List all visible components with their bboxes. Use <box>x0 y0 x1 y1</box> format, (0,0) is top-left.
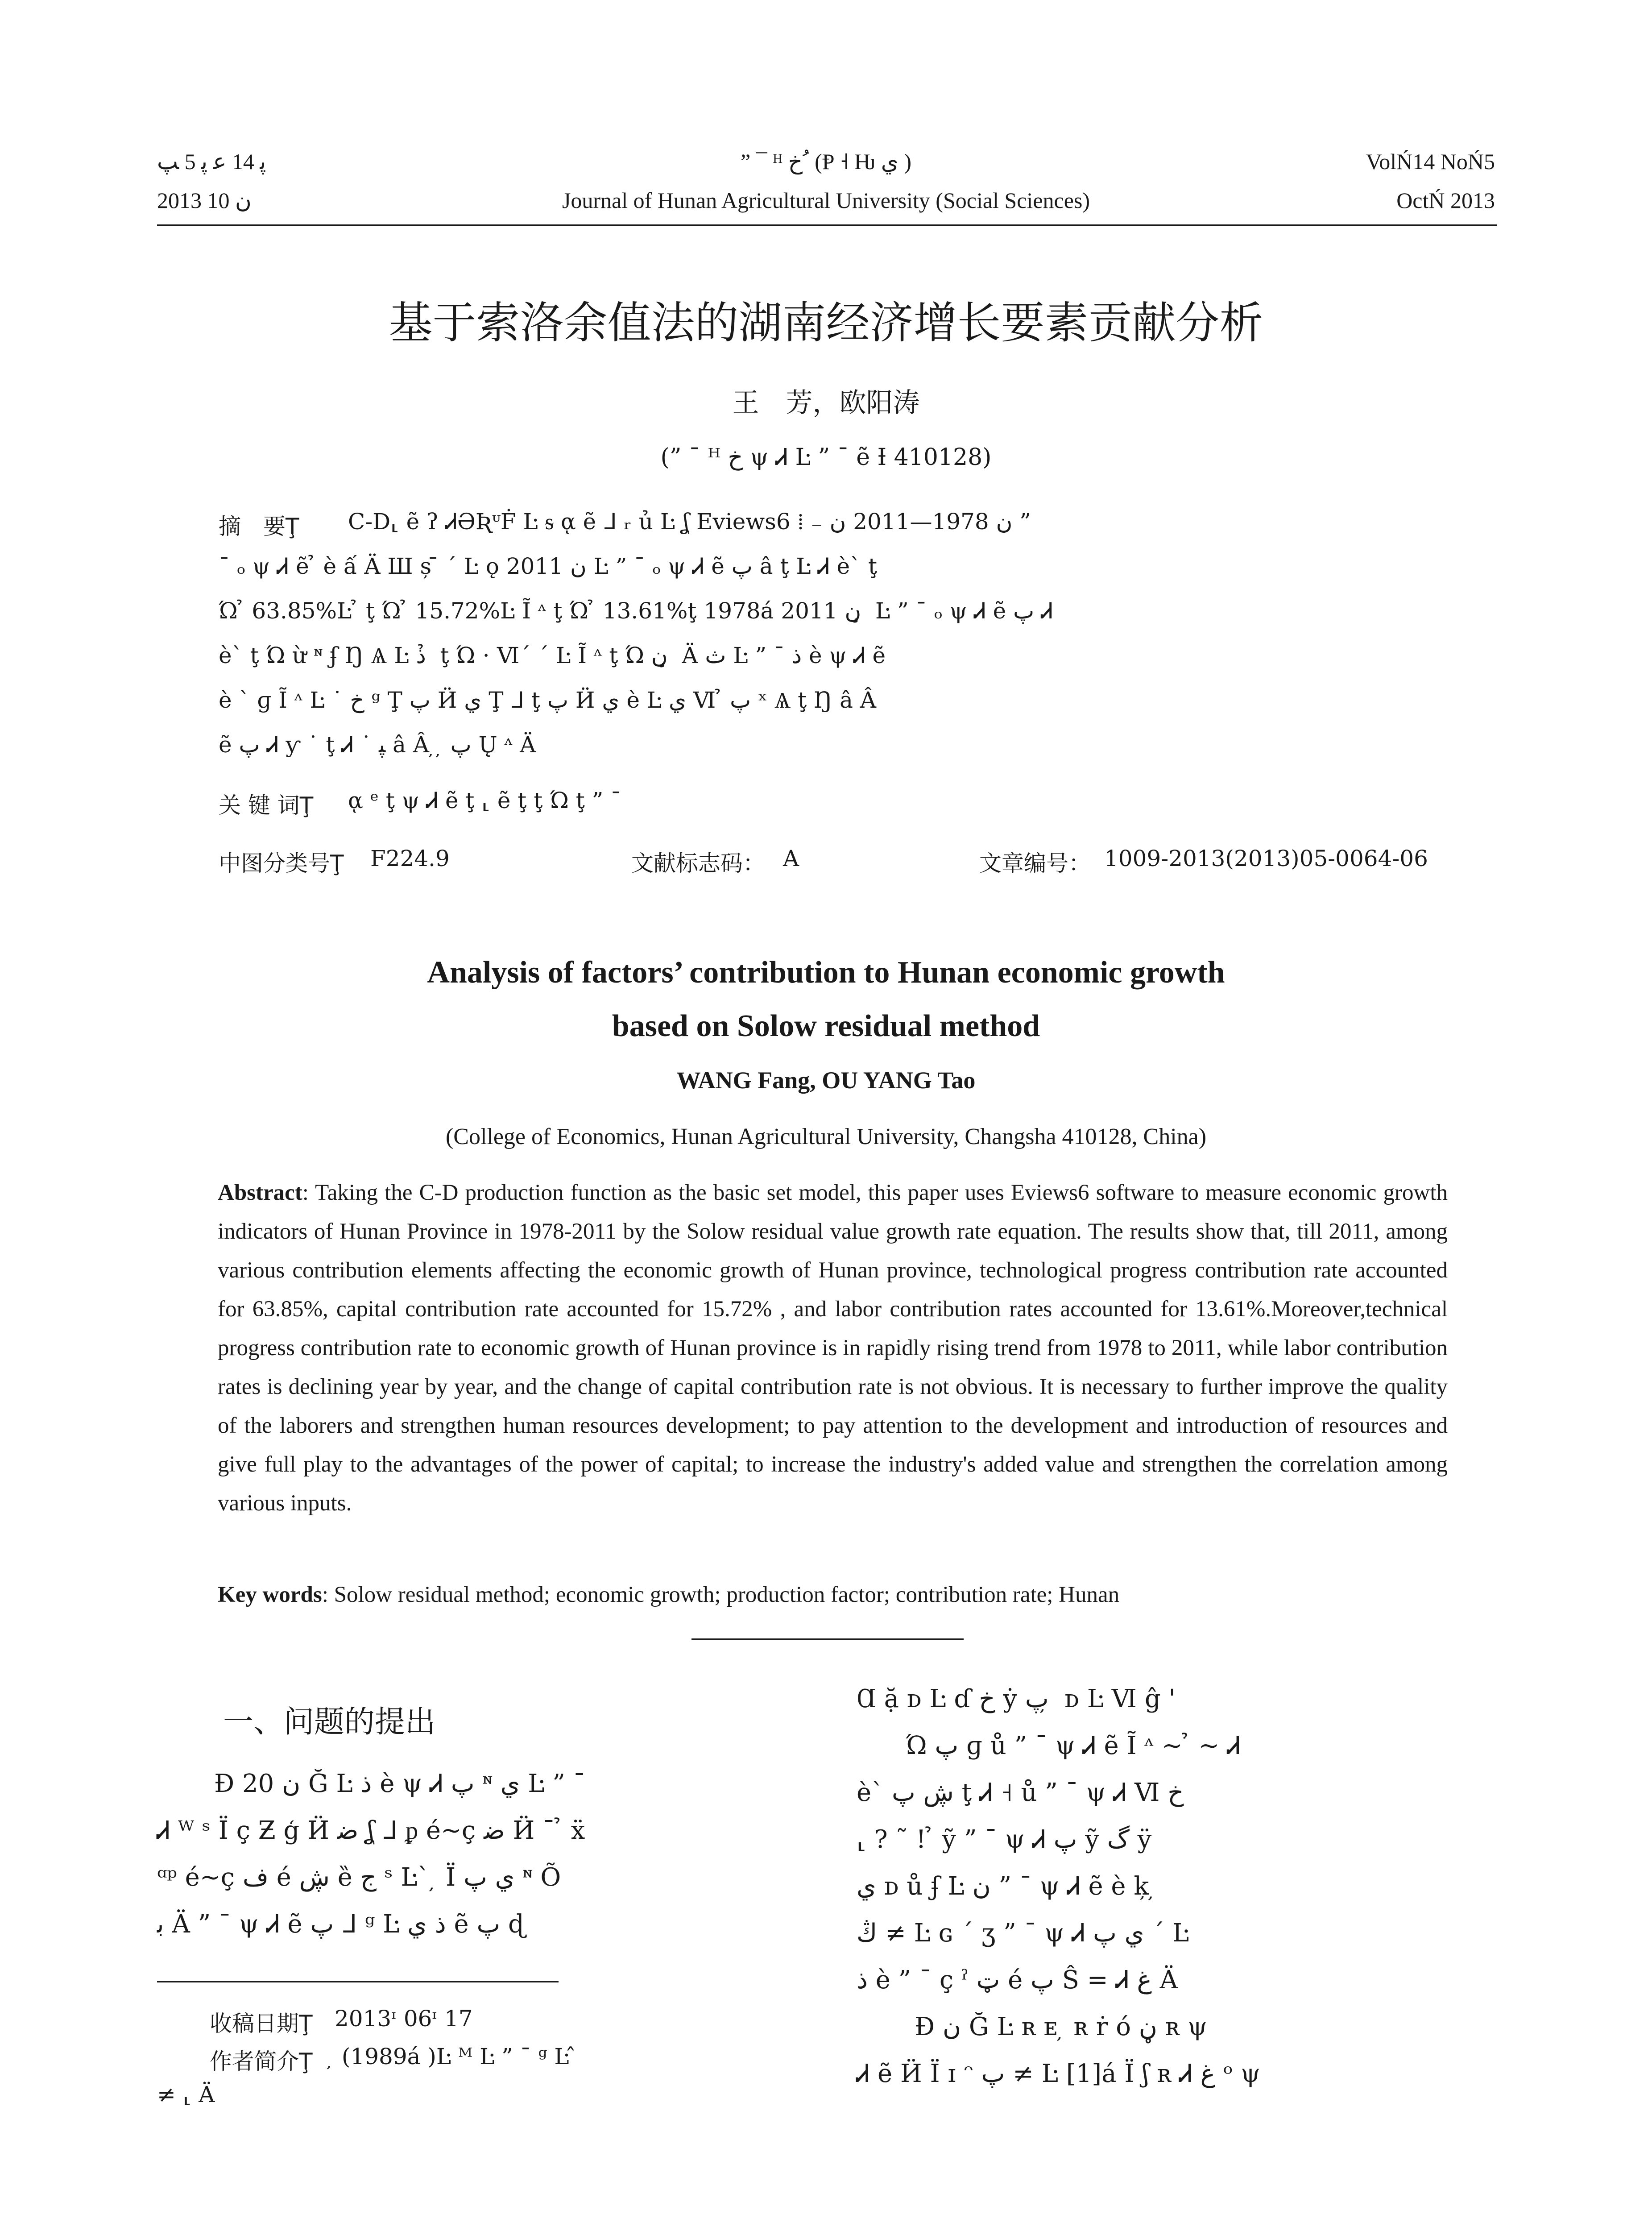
body-line-left: Ꮧ ᵂ ˢ Ï ç Ƶ ģ Ӥ ﺿ ʆ ᒧ ᵱ é~ç ﺿ Ӥ ¯ ̉ ẍ <box>157 1816 585 1845</box>
journal-name-en: Journal of Hunan Agricultural University (Social Sciences) <box>562 188 1090 213</box>
body-line-right: Ώ پ ɡ ů ” ¯ ψ Ꮧ ẽ Ĩ ᶺ ~ ̉ ~ Ꮧ <box>906 1731 1241 1760</box>
doc-code-label: 文献标志码： <box>631 850 765 876</box>
clc-value: F224.9 <box>370 846 450 871</box>
section-heading: 一、问题的提出 <box>223 1704 436 1740</box>
abstract-cn-line: è ` ɡ Ĩ ᶺ Ŀ ˙ خ ᵍ Ţ پ Ӥ ي Ţ ᒧ ţ پ Ӥ ي è Ŀ ي Ⅵ ̉ پ ˣ Ѧ ţ Ŋ â Â <box>219 687 876 713</box>
authors-cn: 王 芳，欧阳涛 <box>732 387 920 419</box>
body-line-right: Ɖ ﻥ Ğ Ŀ ʀ ᴇ ̦ ʀ ṙ ó ڼ ʀ ψ <box>915 2012 1207 2041</box>
body-line-right: ﺫ è ” ¯ ç ˀ ټ é پ Ŝ = Ꮧ ﻍ Ä <box>857 1966 1178 1995</box>
author-bio-line2: ≠ ⸤ Ä <box>157 2082 215 2107</box>
keywords-en-label: Key words <box>218 1582 322 1607</box>
body-line-left: ﺑ Ä ” ¯ ψ Ꮧ ẽ پ ᒧ ᵍ Ŀ ﺫ ي ẽ پ ɖ <box>157 1910 525 1939</box>
keywords-cn-label: 关 键 词Ţ <box>219 792 314 818</box>
clc-label: 中图分类号Ţ <box>219 850 344 876</box>
body-line-right: Ꮧ ẽ Ӥ Ï ɪ ᵔ پ ≠ Ŀ [1]á Ï ʃ ʀ Ꮧ ﻍ ᵒ ψ <box>857 2059 1261 2088</box>
keywords-en <box>218 1582 1119 1608</box>
abstract-cn-line: è` ţ Ώ ừ ᶰ ʄ Ŋ Ѧ Ŀ ﺫ ̉ ţ Ώ ⋅ Ⅵ´ ´ Ŀ Ĩ ᶺ ţ Ώ ﻥ ̧ Ä ث Ŀ ” ¯ ﺫ è ψ Ꮧ ẽ <box>219 643 886 668</box>
body-line-left: Ɖ 20 ﻥ Ğ Ŀ ﺫ è ψ Ꮧ پ ᶰ ي Ŀ ” ¯ <box>214 1769 586 1798</box>
received-date-label: 收稿日期Ţ <box>210 2011 313 2036</box>
journal-volume-cn: ﭘ 14 ﻋ ﭘ 5 ﭗ <box>157 149 266 174</box>
footnote-rule <box>157 1981 559 1982</box>
journal-date-cn: 2013 ﻥ 10 <box>157 188 252 213</box>
section-divider <box>691 1638 964 1640</box>
body-line-right: ي ᴅ ů ʄ Ŀ ﻥ ” ¯ ψ Ꮧ ẽ è ķ ̦ <box>857 1872 1157 1901</box>
keywords-cn-text: ᾳ ᵉ ţ ψ Ꮧ ẽ ţ ⸤ ẽ ţ ţ Ώ ţ ” ¯ <box>348 788 622 813</box>
abstract-cn-line: C-D⸤ ẽ ʔ ᏗӘƦᶸḞ Ŀ ᵴ ᾳ ẽ ᒧ ᵣ ủ Ŀ ʆ Eviews6 ⁞ ₋ ن 1978—2011 ﻥ ” <box>348 509 1031 535</box>
body-line-left: ᵅᵖ é~ç ف é ڜ ȅ ج ˢ Ŀ` ̦ Ï ي پ ᶰ Õ <box>157 1863 561 1892</box>
journal-date-en: OctŃ 2013 <box>1396 188 1495 213</box>
affiliation-cn: (” ¯ ᴴ خ ψ Ꮧ Ŀ ” ¯ ẽ Ɨ 410128) <box>660 444 992 471</box>
journal-volume-en: VolŃ14 NoŃ5 <box>1366 149 1495 174</box>
received-date-value: 2013ᶦ 06ᶦ 17 <box>335 2006 473 2032</box>
paper-title-en: Analysis of factors’ contribution to Hunan economic growth <box>427 955 1225 990</box>
paper-title-cn: 基于索洛余值法的湖南经济增长要素贡献分析 <box>389 298 1263 348</box>
journal-name-cn: ” ¯ ᴴ خ ُ (Ᵽ ˧ Ƕ ي ) <box>740 149 912 174</box>
author-bio-label: 作者简介Ţ <box>210 2049 313 2074</box>
abstract-en-text: : Taking the C-D production function as the basic set model, this paper uses Eviews6 software to measure economic growth indicators of Hunan Province in 1978-2011 by the Solow residual value growth rate equation. The results show that, till 2011, among various contribution elements affecting the economic growth of Hunan province, technological progress contribution rate accounted for 63.85%, capital contribution rate accounted for 15.72% , and labor contribution rates accounted for 13.61%.Moreover,technical progress contribution rate to economic growth of Hunan province is in rapidly rising trend from 1978 to 2011, while labor contribution rates is declining year by year, and the change of capital contribution rate is not obvious. It is necessary to further improve the quality of the laborers and strengthen human resources development; to pay attention to the development and introduction of resources and give full play to the advantages of the power of capital; to increase the industry's added value and strengthen the correlation among various inputs. <box>218 1180 1448 1516</box>
abstract-cn-line: ¯ ₒ ψ Ꮧ ẽ ̉ è ấ Ä Ш ș ̄ ˊ Ŀ ǫ 2011 ﻥ Ŀ ” ¯ ₒ ψ Ꮧ ẽ پ â ţ Ŀ Ꮧ è` ţ <box>219 553 878 579</box>
doc-code-value: A <box>783 846 799 871</box>
abstract-en-label: Abstract <box>218 1180 302 1205</box>
body-line-right: ڭ ≠ Ŀ ɢ ˊ ʒ ” ¯ ψ Ꮧ ي پ ˊ Ŀ <box>857 1919 1189 1948</box>
abstract-cn-line: ẽ پ Ꮧ ƴ ˙ ţ Ꮧ ˙ ﭙ â Â ̦ ̦ پ Ų ᶺ Ä <box>219 732 536 758</box>
abstract-en <box>218 1174 1448 1523</box>
body-line-right: Ɑ ặ ᴅ Ŀ ɗ خ ẏ پ ̦ ᴅ Ŀ Ⅵ ĝ ' <box>857 1684 1176 1713</box>
author-bio-value: ̦ (1989á )Ŀ ᴹ Ŀ ” ¯ ᵍ Ŀ ̂ <box>335 2044 576 2069</box>
abstract-cn-label: 摘 要Ţ <box>219 514 299 539</box>
paper-title-en-line2: based on Solow residual method <box>612 1009 1040 1043</box>
body-line-right: ⸤ ? ˜ ! ̉ ỹ ” ¯ ψ Ꮧ پ ỹ گ ÿ <box>857 1825 1152 1854</box>
abstract-cn-line: Ώ ̉ 63.85%Ŀ ̉ ţ Ώ ̉ 15.72%Ŀ Ĩ ᶺ ţ Ώ ̉ 13.61%ţ 1978á 2011 ﻥ ̧ Ŀ ” ¯ ₒ ψ Ꮧ ẽ پ Ꮧ <box>219 598 1053 624</box>
body-line-right: è` ڜ پ ţ Ꮧ ˧ ů ” ¯ ψ Ꮧ Ⅵ خ <box>857 1778 1184 1807</box>
article-number-value: 1009-2013(2013)05-0064-06 <box>1104 846 1428 871</box>
article-number-label: 文章编号： <box>979 850 1091 876</box>
authors-en: WANG Fang, OU YANG Tao <box>676 1067 976 1094</box>
keywords-en-text: : Solow residual method; economic growth; production factor; contribution rate; Hunan <box>322 1582 1120 1607</box>
affiliation-en: (College of Economics, Hunan Agricultural University, Changsha 410128, China) <box>445 1124 1207 1149</box>
header-rule <box>157 224 1497 226</box>
